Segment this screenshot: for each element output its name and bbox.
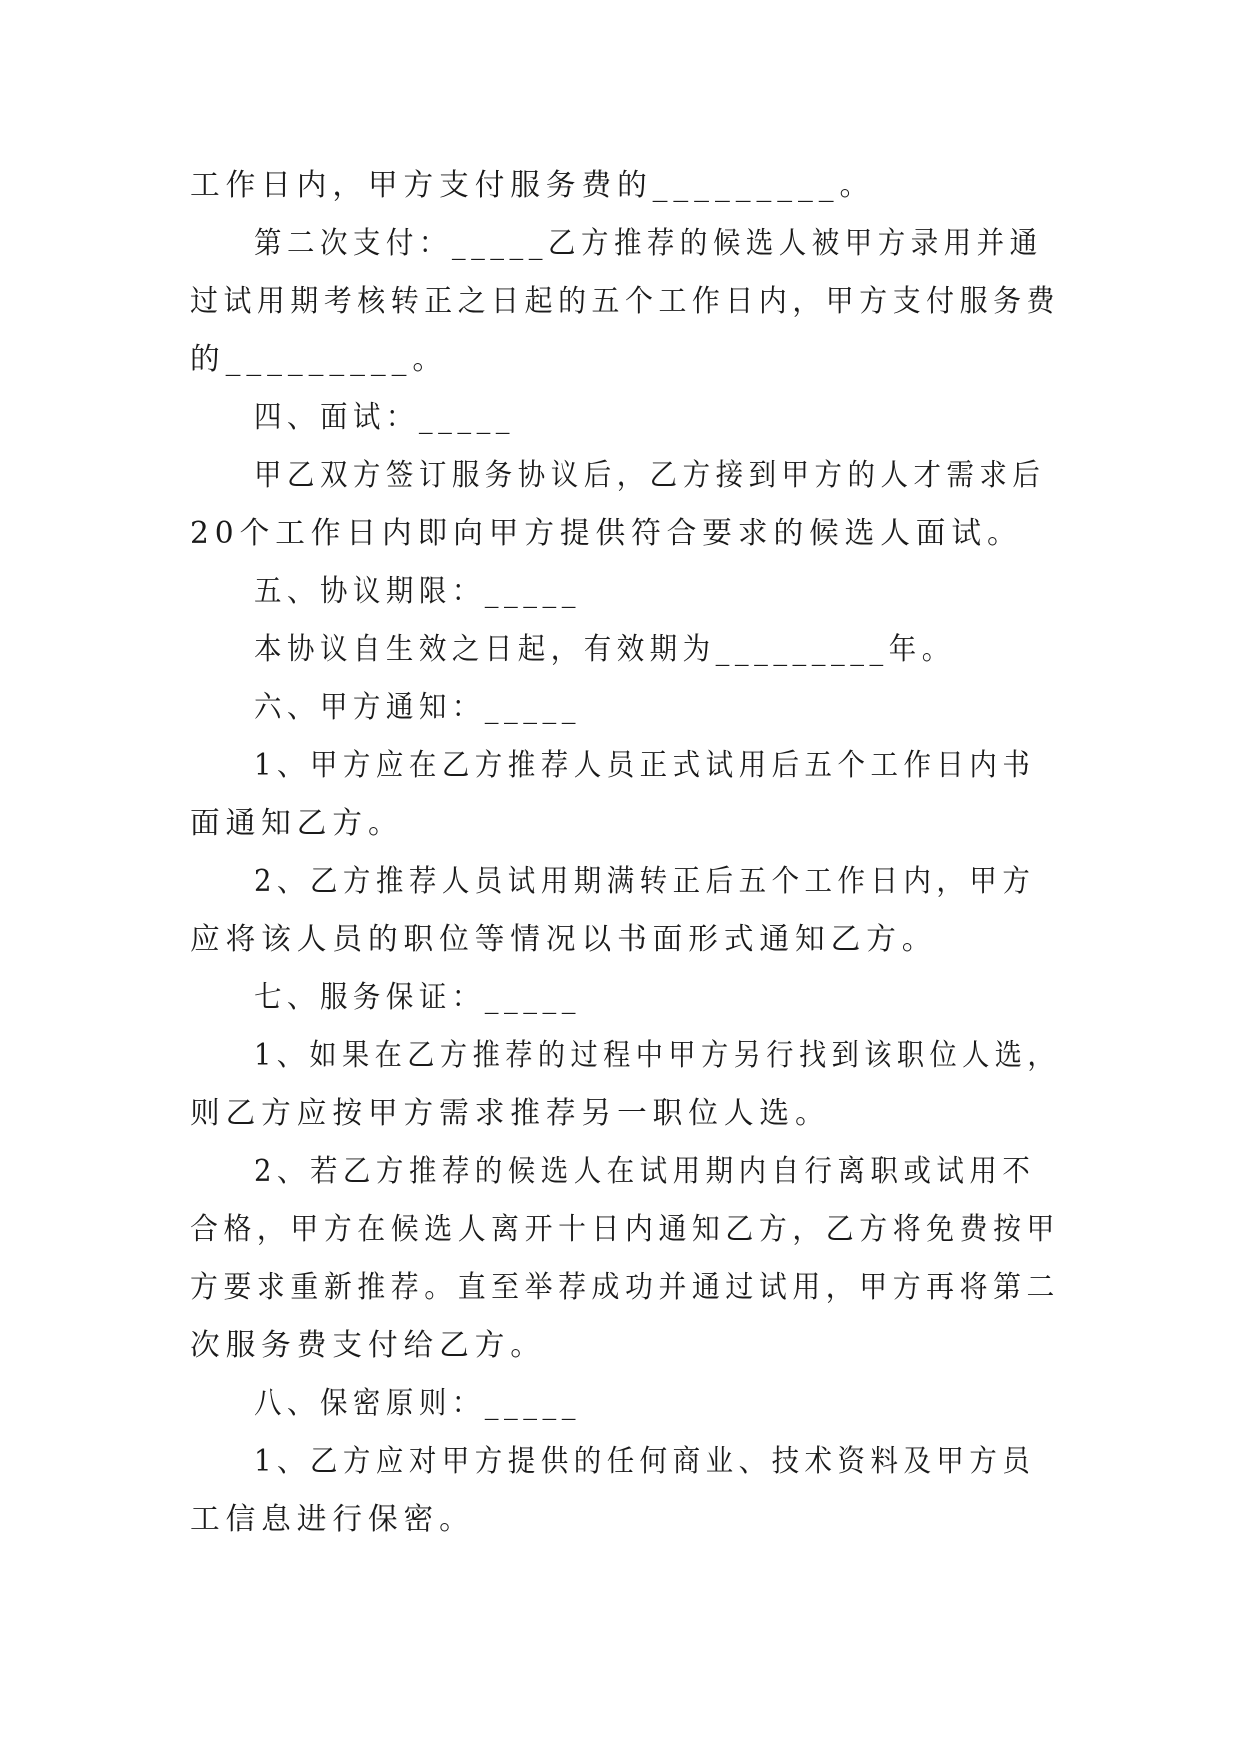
text-line: 工信息进行保密。 xyxy=(190,1502,475,1537)
section-heading: 六、甲方通知：_____ xyxy=(254,690,581,725)
text-line: 第二次支付：_____乙方推荐的候选人被甲方录用并通 xyxy=(254,226,1043,261)
text-line: 面通知乙方。 xyxy=(190,806,404,841)
text-line: 1、乙方应对甲方提供的任何商业、技术资料及甲方员 xyxy=(254,1444,1036,1479)
text-line: 1、如果在乙方推荐的过程中甲方另行找到该职位人选， xyxy=(254,1038,1061,1073)
text-line: 工作日内，甲方支付服务费的_________。 xyxy=(190,168,876,203)
text-line: 次服务费支付给乙方。 xyxy=(190,1328,546,1363)
text-line: 1、甲方应在乙方推荐人员正式试用后五个工作日内书 xyxy=(254,748,1036,783)
text-line: 过试用期考核转正之日起的五个工作日内，甲方支付服务费 xyxy=(190,284,1061,319)
text-line: 应将该人员的职位等情况以书面形式通知乙方。 xyxy=(190,922,938,957)
text-line: 2、若乙方推荐的候选人在试用期内自行离职或试用不 xyxy=(254,1154,1036,1189)
section-heading: 七、服务保证：_____ xyxy=(254,980,581,1015)
text-line: 方要求重新推荐。直至举荐成功并通过试用，甲方再将第二 xyxy=(190,1270,1061,1305)
text-line: 2、乙方推荐人员试用期满转正后五个工作日内，甲方 xyxy=(254,864,1036,899)
text-line: 甲乙双方签订服务协议后，乙方接到甲方的人才需求后 xyxy=(254,458,1046,493)
section-heading: 四、面试：_____ xyxy=(254,400,516,435)
section-heading: 八、保密原则：_____ xyxy=(254,1386,581,1421)
text-line: 合格，甲方在候选人离开十日内通知乙方，乙方将免费按甲 xyxy=(190,1212,1061,1247)
text-line: 的_________。 xyxy=(190,342,449,377)
text-line: 20个工作日内即向甲方提供符合要求的候选人面试。 xyxy=(190,516,1023,551)
text-line: 本协议自生效之日起，有效期为_________年。 xyxy=(254,632,955,667)
text-line: 则乙方应按甲方需求推荐另一职位人选。 xyxy=(190,1096,831,1131)
section-heading: 五、协议期限：_____ xyxy=(254,574,581,609)
